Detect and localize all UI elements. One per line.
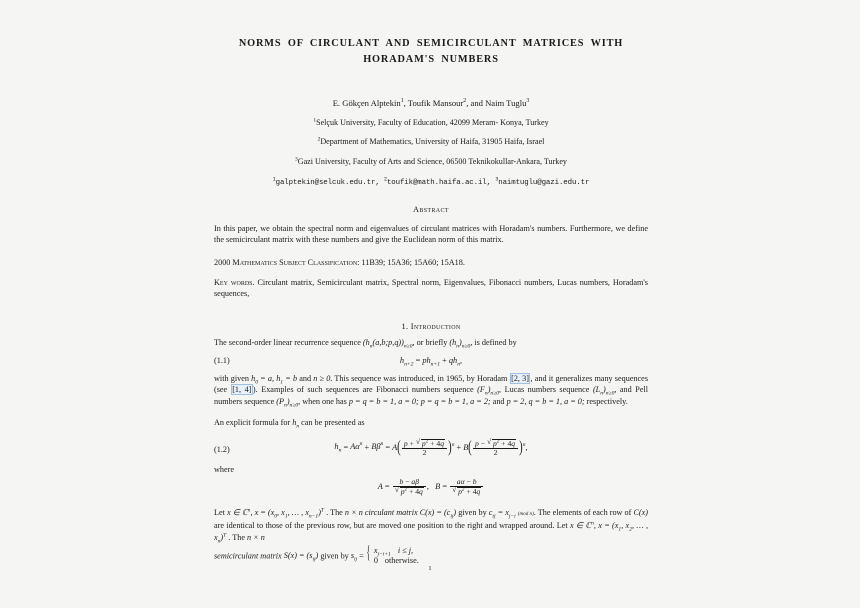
p4-math-2: n × n — [344, 507, 363, 517]
p4-seg-5: are identical to those of the previous row, but are moved one position to the right and wrapped around. Let — [214, 521, 570, 531]
page-title — [214, 36, 648, 68]
email-1-mark: 1 — [272, 176, 276, 183]
case-2-condition: otherwise. — [384, 556, 419, 566]
paragraph-explicit-formula-lead — [214, 417, 648, 429]
p2-math-2: n ≥ 0 — [313, 373, 331, 383]
p1-text-mid: , or briefly — [412, 338, 450, 348]
author-list — [214, 98, 648, 108]
equation-1-2-tag: (1.2) — [214, 444, 230, 454]
equation-1-1-tag: (1.1) — [214, 355, 230, 365]
email-2-mark: 2 — [384, 176, 387, 183]
affiliation-1-text: Selçuk University, Faculty of Education, 42099 Meram- Konya, Turkey — [316, 117, 549, 127]
affiliation-2-text: Department of Mathematics, University of Haifa, 31905 Haifa, Israel — [320, 137, 545, 146]
p2-and: and — [492, 397, 505, 407]
msc-label: 2000 Mathematics Subject Classification: — [214, 257, 360, 267]
page-number: 1 — [428, 565, 432, 572]
text-column — [214, 0, 648, 567]
author-2-name: Toufik Mansour — [407, 98, 464, 108]
email-2-address[interactable]: toufik@math.haifa.ac.il — [386, 178, 487, 187]
section-1-heading — [214, 322, 648, 331]
equation-1-1 — [214, 356, 648, 368]
equation-A-B: A = b − aβ √ $p^2 + 4q$ , B = aα − b √ $p^2 + 4q$ — [214, 478, 648, 496]
p2-seg-4: , and it generalizes many sequences (see — [214, 373, 649, 395]
author-1-mark: 1 — [400, 98, 404, 105]
email-sep-1: , — [375, 178, 385, 187]
p3-pre: An explicit formula for — [214, 417, 293, 427]
affiliation-3-text: Gazi University, Faculty of Arts and Science, 06500 Teknikokullar-Ankara, Turkey — [297, 156, 567, 166]
author-sep-1: , — [403, 98, 408, 108]
p2-math-5: $(P_n)_{n\ge 0}$ — [276, 397, 299, 409]
p4-emph-circulant: circulant matrix — [364, 507, 418, 517]
abstract-heading: Abstract — [413, 204, 449, 214]
p4-math-1: x ∈ ℂ$^n$, $x = (x_0$, $x_1$, … , $x_{n-1})^T$ — [227, 506, 325, 520]
paragraph-horadam-history — [214, 373, 648, 408]
paragraph-circulant-definition — [214, 507, 648, 544]
piecewise-cases — [366, 546, 419, 567]
p4-seg-3: given by — [456, 507, 489, 517]
affiliation-3 — [214, 157, 648, 167]
case-1-condition: i ≤ j, — [397, 545, 414, 555]
citation-2-3[interactable]: [2, 3] — [511, 373, 529, 383]
p1-math-b: $(h_n)_{n\ge 0}$ — [449, 338, 471, 350]
affiliation-2 — [214, 137, 648, 147]
equation-B-fraction: aα − b √ $p^2 + 4q$ — [450, 478, 483, 496]
keywords-text: Circulant matrix, Semicirculant matrix, Spectral norm, Eigenvalues, Fibonacci numbers, Lucas numbers, Horadam's sequences, — [214, 277, 648, 299]
citation-1-4[interactable]: [1, 4] — [232, 385, 252, 395]
paragraph-semicirculant-definition: semicirculant matrix $S(x) = (s_{ij})$ given by $s_{ij}$ = { $x_{j-i+1}$ i ≤ j, 0 otherwise. — [214, 546, 648, 567]
affiliation-2-mark: 2 — [317, 136, 321, 143]
p4-math-5: C(x) — [633, 507, 649, 517]
title-line-1: NORMS OF CIRCULANT AND SEMICIRCULANT MATRICES WITH — [238, 38, 624, 49]
author-3-mark: 3 — [526, 98, 530, 105]
p4-seg-4: . The elements of each row of — [533, 507, 634, 517]
email-list — [214, 178, 648, 188]
msc-codes: 11B39; 15A36; 15A60; 15A18. — [361, 257, 465, 267]
where-label: where — [214, 464, 235, 474]
author-3-name: Naim Tuglu — [485, 98, 527, 108]
equation-1-2-body: $h_n = A\alpha^n + B\beta^n = A$( $\frac{p + √ p^2 + 4q}{2}$ )n + B( $\frac{p - √ p^2 + 4q}{2}$ )n, — [214, 439, 648, 457]
p5-math-2: $s_{ij}$ — [350, 551, 358, 563]
keywords-line — [214, 277, 648, 300]
title-line-2: HORADAM'S NUMBERS — [363, 54, 499, 65]
keywords-label: Key words. — [214, 277, 255, 287]
equation-1-2 — [214, 439, 648, 457]
case-2-value: 0 — [373, 556, 378, 566]
email-1-address[interactable]: galptekin@selcuk.edu.tr — [275, 178, 376, 187]
p4-seg-2: . The — [326, 507, 345, 517]
case-line-1 — [374, 546, 419, 557]
p3-post: can be presented as — [299, 417, 365, 427]
equation-A-fraction: b − aβ √ $p^2 + 4q$ — [393, 478, 426, 496]
p2-seg-1: with given — [214, 373, 252, 383]
p3-math: $h_n$ — [292, 417, 300, 430]
p2-math-3: $(F_n)_{n\ge 0}$ — [477, 385, 500, 398]
p2-seg-5: ). Examples of such sequences are Fibonacci numbers sequence — [252, 385, 478, 395]
p4-math-3: $C(x) = (c_{ij})$ — [419, 507, 457, 520]
p4-seg-1: Let — [214, 507, 227, 517]
equation-1-2-trail: , — [525, 442, 528, 452]
p2-seg-8: , when one has — [298, 397, 349, 407]
section-1-title: Introduction — [410, 322, 461, 332]
p4-math-7: n × n — [247, 533, 265, 542]
p4-math-6: x ∈ ℂ$^n$, $x = (x_1$, $x_2$, … , $x_n)^T$ — [214, 520, 648, 545]
equation-1-1-body: $h_{n+2} = ph_{n+1} + qh_n$, — [399, 355, 463, 368]
author-1-name: E. Gökçen Alptekin — [332, 98, 401, 108]
p2-math-6: p = q = b = 1, a = 0; p = q = b = 1, a = 2; — [348, 397, 491, 407]
p1-text-post: , is defined by — [470, 338, 517, 348]
author-2-mark: 2 — [463, 98, 467, 105]
affiliation-1-mark: 1 — [313, 116, 317, 123]
p2-math-1: $h_0 = a$, $h_1 = b$ — [251, 373, 298, 386]
case-1-value: $x_{j-i+1}$ — [373, 545, 391, 558]
email-3-mark: 3 — [495, 176, 499, 183]
paragraph-recurrence-intro — [214, 337, 648, 349]
p1-math-a: $(h_n(a,b;p,q))_{n\ge 0}$ — [362, 338, 413, 350]
p2-seg-6: , Lucas numbers sequence — [499, 385, 593, 395]
eq12-fraction-1: $\frac{p + √ p^2 + 4q}{2}$ — [402, 439, 447, 457]
p1-text-pre: The second-order linear recurrence sequence — [214, 338, 363, 348]
eq12-fraction-2: $\frac{p - √ p^2 + 4q}{2}$ — [473, 439, 518, 457]
p5-seg-1: given by — [318, 551, 351, 561]
msc-line — [214, 257, 648, 269]
p4-seg-6: . The — [228, 533, 248, 542]
p2-math-4: $(L_n)_{n\ge 0}$ — [592, 385, 615, 398]
affiliation-1 — [214, 118, 648, 128]
p2-seg-9: respectively. — [584, 397, 628, 407]
email-sep-2: , — [486, 178, 496, 187]
p5-emph-semicirculant: semicirculant matrix — [214, 551, 282, 561]
p4-math-4: $c_{ij} = x_{j-i}$ (mod n) — [488, 507, 534, 520]
abstract-body: In this paper, we obtain the spectral norm and eigenvalues of circulant matrices with Horadam's numbers. Furthermore, we define the semicirculant matrix with these numbers and give the Euclidean norm of this matrix. — [214, 223, 648, 245]
section-1-number: 1. — [401, 322, 409, 332]
p5-math-1: $S(x) = (s_{ij})$ — [283, 551, 319, 563]
p2-seg-7: , and Pell numbers sequence — [214, 385, 649, 407]
author-sep-2: , and — [466, 98, 486, 108]
p2-math-7: p = 2, q = b = 1, a = 0; — [506, 397, 585, 407]
p2-seg-3: . This sequence was introduced, in 1965, by Horadam — [330, 373, 510, 383]
email-3-address[interactable]: naimtuglu@gazi.edu.tr — [498, 178, 590, 187]
affiliation-3-mark: 3 — [295, 155, 298, 162]
p2-seg-2: and — [297, 373, 314, 383]
